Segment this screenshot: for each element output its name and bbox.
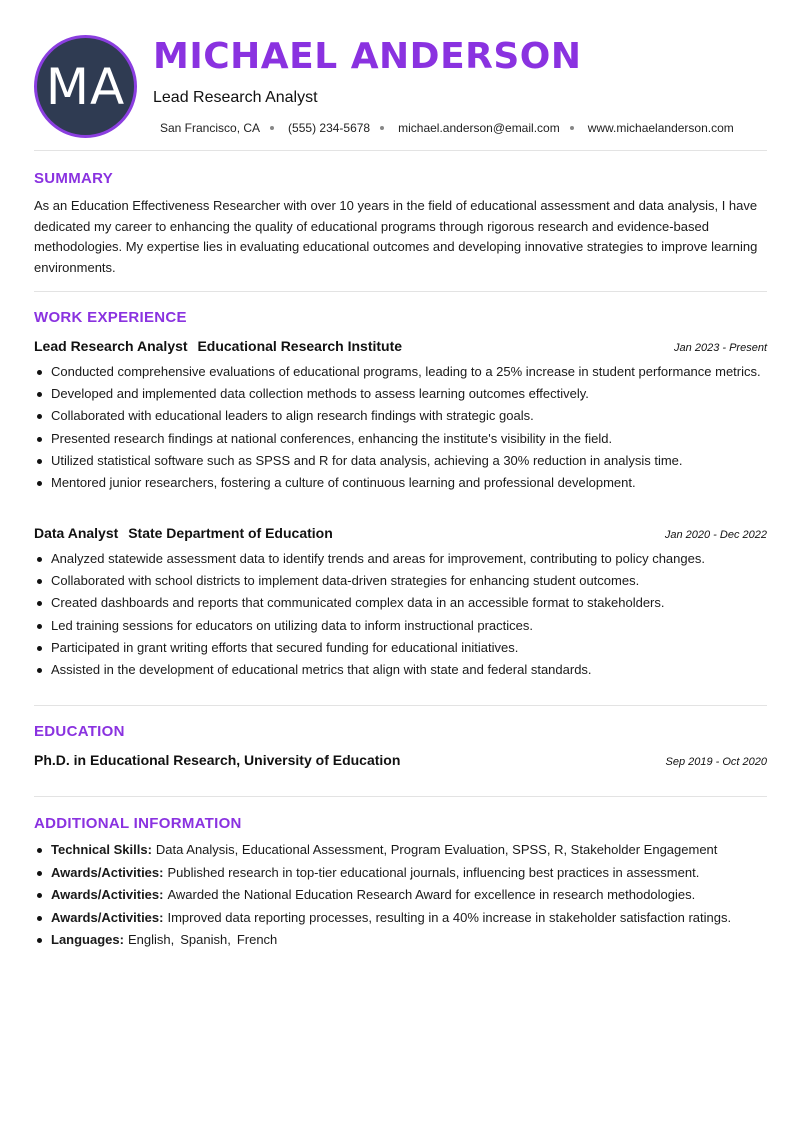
item-text: Data Analysis, Educational Assessment, Program Evaluation, SPSS, R, Stakeholder Engagement	[155, 842, 718, 857]
job-title	[34, 338, 402, 354]
languages-label: Languages:	[51, 932, 124, 947]
separator-dot	[380, 126, 384, 130]
list-item	[34, 841, 767, 859]
divider	[34, 150, 767, 151]
list-item	[34, 909, 767, 927]
education-degree: Ph.D. in Educational Research, University of Education	[34, 752, 401, 768]
list-item: Led training sessions for educators on utilizing data to inform instructional practices.	[34, 617, 767, 635]
job-dates: Jan 2023 - Present	[674, 342, 767, 354]
language: English,	[127, 932, 175, 947]
job-company: Educational Research Institute	[197, 338, 403, 354]
item-label: Technical Skills:	[51, 842, 152, 857]
summary-heading: SUMMARY	[34, 170, 114, 187]
item-label: Awards/Activities:	[51, 887, 164, 902]
additional-info-heading: ADDITIONAL INFORMATION	[34, 815, 242, 832]
divider	[34, 291, 767, 292]
list-item: Created dashboards and reports that communicated complex data in an accessible format to stakeholders.	[34, 594, 767, 612]
avatar-initials: MA	[45, 57, 126, 116]
education-heading: EDUCATION	[34, 723, 125, 740]
divider	[34, 705, 767, 706]
separator-dot	[270, 126, 274, 130]
job-position: Lead Research Analyst	[34, 338, 188, 354]
list-item	[34, 886, 767, 904]
list-item: Collaborated with educational leaders to align research findings with strategic goals.	[34, 407, 767, 425]
job-title	[34, 525, 333, 541]
avatar	[34, 35, 137, 138]
item-text: Published research in top-tier educational journals, influencing best practices in assessment.	[167, 864, 700, 880]
contact-location: San Francisco, CA	[160, 121, 261, 135]
additional-info-list	[34, 841, 767, 954]
candidate-role: Lead Research Analyst	[153, 89, 318, 106]
list-item: Participated in grant writing efforts that secured funding for educational initiatives.	[34, 639, 767, 657]
list-item: Presented research findings at national conferences, enhancing the institute's visibility in the field.	[34, 430, 767, 448]
education-entry	[34, 752, 767, 768]
education-dates: Sep 2019 - Oct 2020	[665, 756, 767, 768]
separator-dot	[570, 126, 574, 130]
item-label: Awards/Activities:	[51, 864, 164, 880]
job-position: Data Analyst	[34, 525, 119, 541]
candidate-name: MICHAEL ANDERSON	[153, 36, 582, 77]
item-text: Awarded the National Education Research Award for excellence in research methodologies.	[167, 887, 696, 902]
item-label: Awards/Activities:	[51, 909, 164, 925]
list-item	[34, 864, 767, 882]
divider	[34, 796, 767, 797]
contact-website[interactable]: www.michaelanderson.com	[587, 121, 734, 135]
work-experience-heading: WORK EXPERIENCE	[34, 309, 187, 326]
job-bullets	[34, 363, 767, 496]
list-item: Mentored junior researchers, fostering a culture of continuous learning and professional development.	[34, 474, 767, 492]
job-company: State Department of Education	[128, 525, 333, 541]
contact-email[interactable]: michael.anderson@email.com	[398, 121, 560, 135]
contact-bar	[160, 121, 734, 135]
languages-item	[34, 931, 767, 949]
job-header	[34, 525, 767, 541]
list-item: Developed and implemented data collection methods to assess learning outcomes effectively.	[34, 385, 767, 403]
list-item: Conducted comprehensive evaluations of educational programs, leading to a 25% increase in student performance metrics.	[34, 363, 767, 381]
job-dates: Jan 2020 - Dec 2022	[664, 529, 767, 541]
job-header	[34, 338, 767, 354]
item-text: Improved data reporting processes, resulting in a 40% increase in stakeholder satisfaction ratings.	[167, 909, 732, 925]
list-item: Analyzed statewide assessment data to identify trends and areas for improvement, contributing to policy changes.	[34, 550, 767, 568]
summary-text: As an Education Effectiveness Researcher with over 10 years in the field of educational assessment and data analysis, I have dedicated my career to enhancing the quality of educational programs through rigorous research and evidence-based methodologies. My expertise lies in evaluating educational outcomes and developing innovative strategies to improve learning environments.	[34, 198, 758, 275]
job-bullets	[34, 550, 767, 683]
list-item: Utilized statistical software such as SPSS and R for data analysis, achieving a 30% reduction in analysis time.	[34, 452, 767, 470]
list-item: Collaborated with school districts to implement data-driven strategies for enhancing student outcomes.	[34, 572, 767, 590]
list-item: Assisted in the development of educational metrics that align with state and federal standards.	[34, 661, 767, 679]
language: French	[236, 932, 278, 947]
language: Spanish,	[180, 932, 231, 947]
contact-phone: (555) 234-5678	[288, 121, 371, 135]
